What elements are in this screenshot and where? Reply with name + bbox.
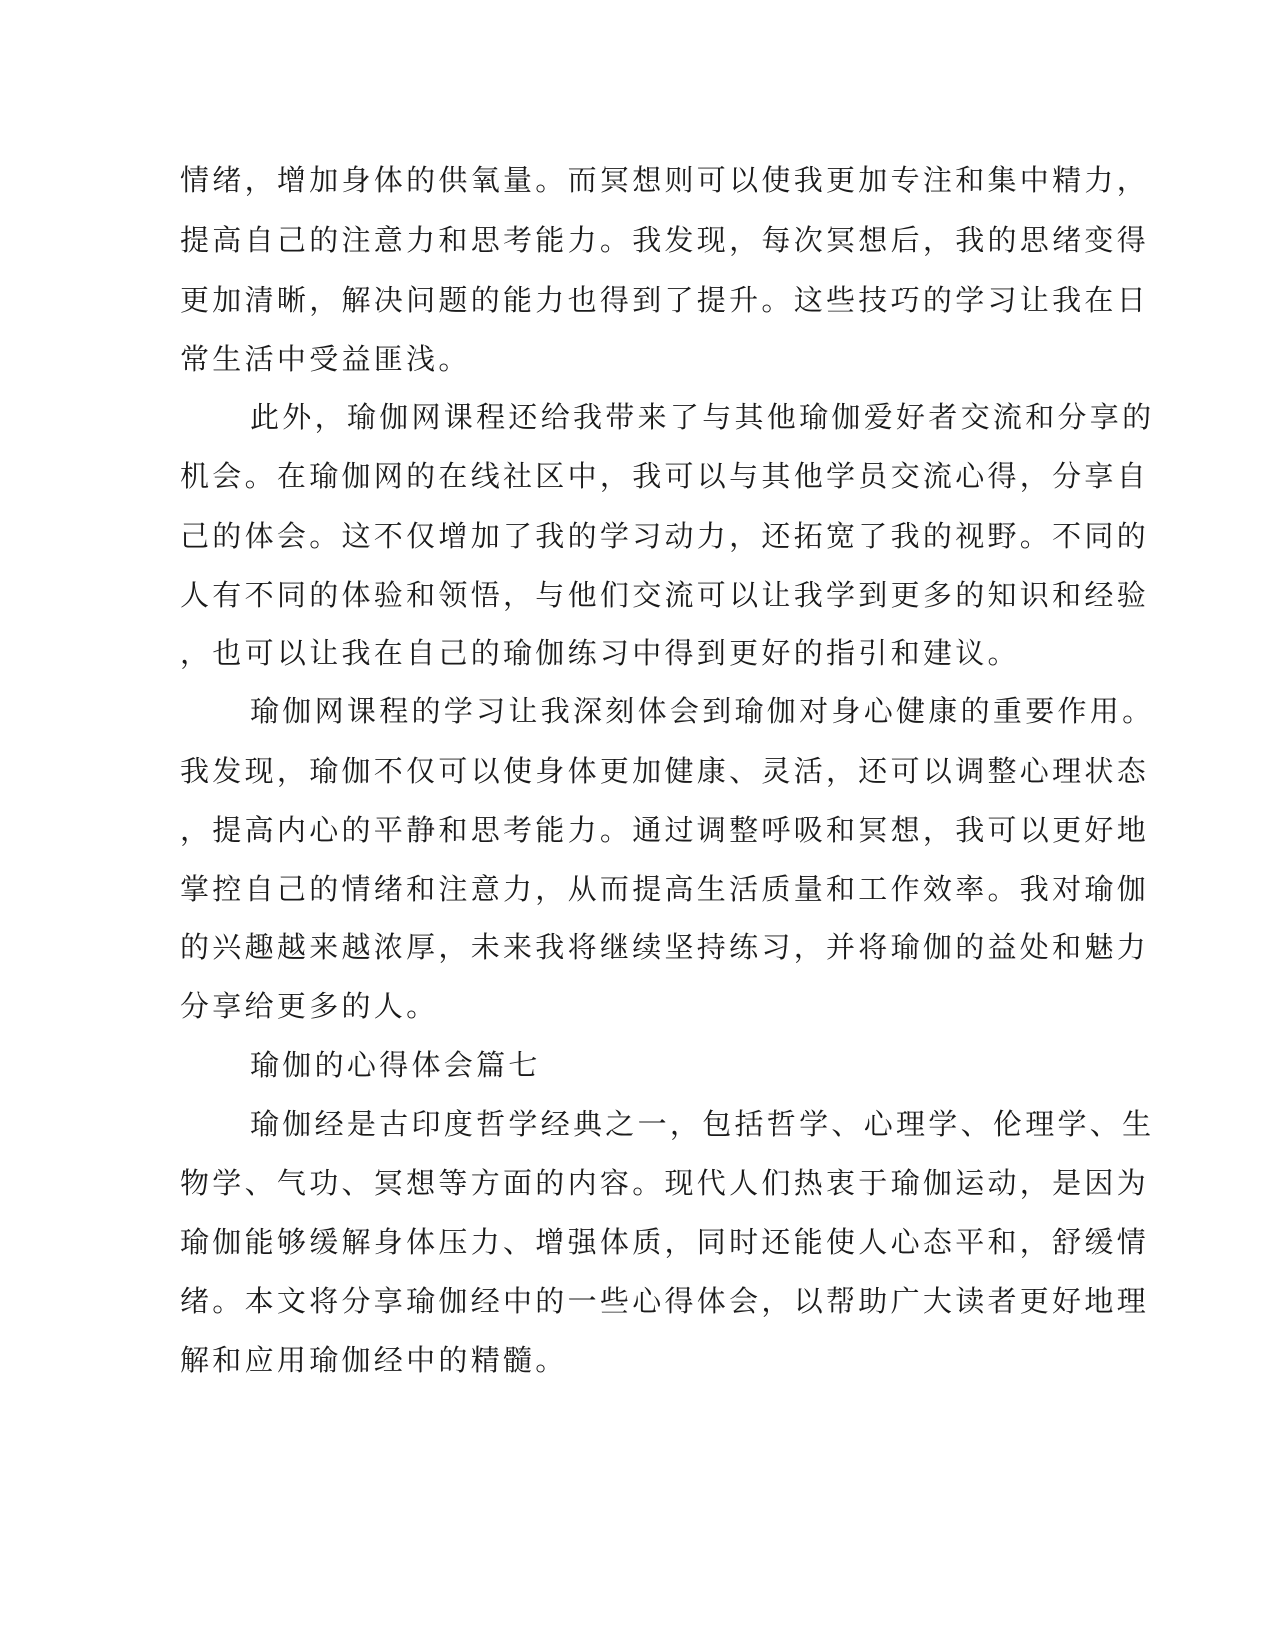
paragraph-line: 我发现，瑜伽不仅可以使身体更加健康、灵活，还可以调整心理状态 [180, 754, 1150, 788]
paragraph-line: 的兴趣越来越浓厚，未来我将继续坚持练习，并将瑜伽的益处和魅力 [180, 930, 1150, 964]
paragraph-line: 提高自己的注意力和思考能力。我发现，每次冥想后，我的思绪变得 [180, 223, 1150, 257]
paragraph-line: ，提高内心的平静和思考能力。通过调整呼吸和冥想，我可以更好地 [180, 813, 1150, 847]
paragraph-line: 分享给更多的人。 [180, 989, 439, 1023]
paragraph-line: 掌控自己的情绪和注意力，从而提高生活质量和工作效率。我对瑜伽 [180, 872, 1150, 906]
paragraph-line: 绪。本文将分享瑜伽经中的一些心得体会，以帮助广大读者更好地理 [180, 1284, 1150, 1318]
paragraph-line: 情绪，增加身体的供氧量。而冥想则可以使我更加专注和集中精力， [180, 163, 1150, 197]
paragraph-line: ，也可以让我在自己的瑜伽练习中得到更好的指引和建议。 [180, 636, 1020, 670]
paragraph-line: 物学、气功、冥想等方面的内容。现代人们热衷于瑜伽运动，是因为 [180, 1166, 1150, 1200]
paragraph-line: 瑜伽能够缓解身体压力、增强体质，同时还能使人心态平和，舒缓情 [180, 1225, 1150, 1259]
paragraph-line: 瑜伽网课程的学习让我深刻体会到瑜伽对身心健康的重要作用。 [250, 694, 1155, 728]
paragraph-line: 人有不同的体验和领悟，与他们交流可以让我学到更多的知识和经验 [180, 578, 1150, 612]
paragraph-line: 瑜伽经是古印度哲学经典之一，包括哲学、心理学、伦理学、生 [250, 1107, 1155, 1141]
paragraph-line: 更加清晰，解决问题的能力也得到了提升。这些技巧的学习让我在日 [180, 283, 1150, 317]
paragraph-line: 常生活中受益匪浅。 [180, 342, 471, 376]
section-heading: 瑜伽的心得体会篇七 [250, 1048, 541, 1082]
paragraph-line: 此外，瑜伽网课程还给我带来了与其他瑜伽爱好者交流和分享的 [250, 400, 1155, 434]
paragraph-line: 解和应用瑜伽经中的精髓。 [180, 1343, 568, 1377]
paragraph-line: 机会。在瑜伽网的在线社区中，我可以与其他学员交流心得，分享自 [180, 459, 1150, 493]
paragraph-line: 己的体会。这不仅增加了我的学习动力，还拓宽了我的视野。不同的 [180, 519, 1150, 553]
